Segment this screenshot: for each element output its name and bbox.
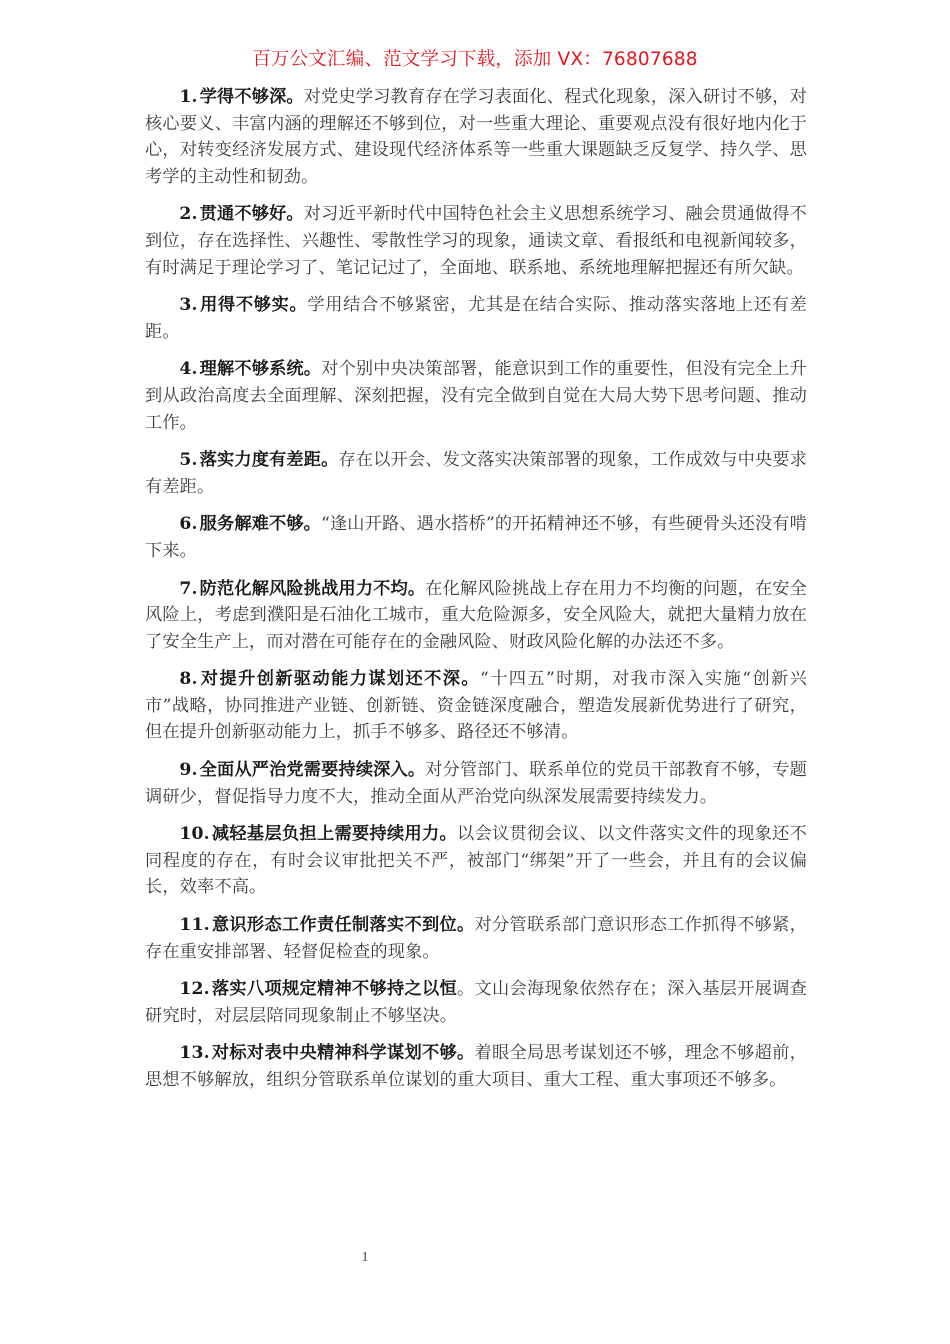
- item-heading: 对提升创新驱动能力谋划还不深。: [199, 669, 480, 690]
- item-text: 对习近平新时代中国特色社会主义思想系统学习、融会贯通做得不到位，存在选择性、兴趣性、零散性学习的现象，通读文章、看报纸和电视新闻较多，有时满足于理论学习了、笔记记过了，全面地、联系地、系统地理解把握还有所欠缺。: [145, 204, 807, 278]
- item-number: 9.: [179, 760, 198, 781]
- list-item: [145, 976, 807, 1029]
- list-item: [145, 821, 807, 901]
- list-item: [145, 84, 807, 190]
- item-text: 学用结合不够紧密，尤其是在结合实际、推动落实落地上还有差距。: [145, 295, 808, 342]
- item-text: 对分管部门、联系单位的党员干部教育不够，专题调研少，督促指导力度不大，推动全面从严治党向纵深发展需要持续发力。: [145, 760, 807, 807]
- item-number: 3.: [179, 295, 198, 316]
- list-item: [145, 1040, 807, 1093]
- item-text: “十四五”时期，对我市深入实施“创新兴市”战略，协同推进产业链、创新链、资金链深度融合，塑造发展新优势进行了研究，但在提升创新驱动能力上，抓手不够多、路径还不够清。: [145, 669, 807, 743]
- item-text: 对个别中央决策部署，能意识到工作的重要性，但没有完全上升到从政治高度去全面理解、深刻把握，没有完全做到自觉在大局大势下思考问题、推动工作。: [145, 359, 808, 433]
- item-text: “逢山开路、遇水搭桥”的开拓精神还不够，有些硬骨头还没有啃下来。: [145, 514, 808, 561]
- item-heading: 贯通不够好。: [199, 204, 304, 225]
- item-number: 7.: [179, 578, 198, 599]
- list-item: [145, 666, 807, 746]
- list-item: [145, 201, 807, 281]
- item-text: 对党史学习教育存在学习表面化、程式化现象，深入研讨不够，对核心要义、丰富内涵的理解还不够到位，对一些重大理论、重要观点没有很好地内化于心，对转变经济发展方式、建设现代经济体系等一些重大课题缺乏反复学、持久学、思考学的主动性和韧劲。: [145, 87, 807, 187]
- item-heading: 防范化解风险挑战用力不均。: [199, 578, 426, 599]
- list-item: [145, 447, 807, 500]
- item-text: 着眼全局思考谋划还不够，理念不够超前，思想不够解放，组织分管联系单位谋划的重大项目、重大工程、重大事项还不够多。: [145, 1043, 807, 1090]
- item-number: 2.: [179, 204, 198, 225]
- item-text: 对分管联系部门意识形态工作抓得不够紧，存在重安排部署、轻督促检查的现象。: [145, 915, 807, 962]
- item-heading: 对标对表中央精神科学谋划不够。: [211, 1043, 475, 1064]
- item-number: 11.: [179, 915, 210, 936]
- item-number: 1.: [179, 87, 198, 107]
- list-item: [145, 356, 807, 436]
- item-number: 13.: [179, 1043, 210, 1064]
- item-heading: 全面从严治党需要持续深入。: [199, 760, 426, 781]
- item-heading: 意识形态工作责任制落实不到位。: [211, 915, 475, 936]
- item-text: 。文山会海现象依然存在；深入基层开展调查研究时，对层层陪同现象制止不够坚决。: [145, 979, 807, 1026]
- item-number: 8.: [179, 669, 198, 690]
- item-number: 12.: [179, 979, 210, 1000]
- item-text: 在化解风险挑战上存在用力不均衡的问题，在安全风险上，考虑到濮阳是石油化工城市，重大危险源多，安全风险大，就把大量精力放在了安全生产上，而对潜在可能存在的金融风险、财政风险化解的办法还不多。: [145, 578, 807, 652]
- list-item: [145, 757, 807, 810]
- list-item: [145, 292, 807, 345]
- item-text: 以会议贯彻会议、以文件落实文件的现象还不同程度的存在，有时会议审批把关不严，被部门“绑架”开了一些会，并且有的会议偏长，效率不高。: [145, 824, 807, 898]
- item-heading: 学得不够深。: [199, 87, 304, 107]
- item-heading: 落实力度有差距。: [199, 450, 339, 471]
- page-number: 1: [361, 1250, 369, 1265]
- item-heading: 服务解难不够。: [199, 514, 322, 535]
- item-number: 5.: [179, 450, 198, 471]
- list-item: [145, 511, 807, 564]
- item-heading: 理解不够系统。: [199, 359, 322, 380]
- item-heading: 用得不够实。: [199, 295, 308, 316]
- item-text: 存在以开会、发文落实决策部署的现象，工作成效与中央要求有差距。: [145, 450, 807, 497]
- header-banner: 百万公文汇编、范文学习下载，添加 VX：76807688: [252, 49, 698, 70]
- list-item: [145, 912, 807, 965]
- list-item: [145, 576, 807, 656]
- document-body: [145, 84, 807, 1105]
- item-number: 6.: [179, 514, 198, 535]
- item-heading: 落实八项规定精神不够持之以恒: [211, 979, 458, 1000]
- item-number: 4.: [179, 359, 198, 380]
- item-number: 10.: [179, 824, 210, 845]
- item-heading: 减轻基层负担上需要持续用力。: [211, 824, 458, 845]
